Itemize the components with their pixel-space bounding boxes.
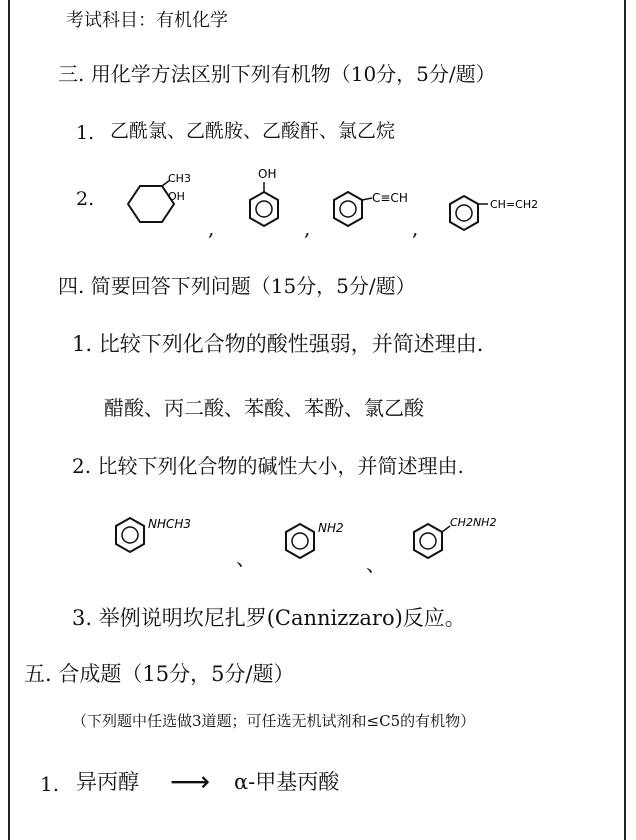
section-4-title: 四. 简要回答下列问题（15分，5分/题）	[58, 274, 416, 298]
reaction-arrow-icon: ⟶	[170, 765, 211, 798]
section-5-q1-product: α-甲基丙酸	[234, 770, 340, 794]
section-3-q2-number: 2.	[76, 188, 95, 210]
phenol-oh-label: OH	[258, 167, 277, 181]
benzyl-bond	[442, 526, 450, 532]
enumeration-separator: 、	[236, 546, 256, 570]
section-5-title: 五. 合成题（15分，5分/题）	[24, 662, 295, 686]
methylcyclohexanol-structure	[118, 170, 208, 234]
section-4-q1-text: 1. 比较下列化合物的酸性强弱，并简述理由.	[72, 332, 484, 356]
benzene-ring	[450, 196, 478, 230]
comma-separator: ,	[208, 216, 215, 240]
styrene-structure	[446, 190, 566, 240]
phenol-structure	[236, 162, 296, 234]
exam-subject-header: 考试科目：有机化学	[66, 10, 228, 31]
nh2-label: NH2	[318, 521, 344, 535]
section-4-q1-compound-list: 醋酸、丙二酸、苯酸、苯酚、氯乙酸	[104, 396, 424, 420]
aromatic-circle	[292, 533, 308, 549]
section-5-q1-number: 1.	[40, 772, 60, 796]
benzene-ring	[116, 518, 144, 552]
vinyl-label: CH=CH2	[490, 198, 539, 211]
aromatic-circle	[122, 527, 138, 543]
comma-separator: ,	[304, 216, 311, 240]
benzene-ring	[250, 192, 278, 226]
section-3-q1-text: 乙酰氯、乙酰胺、乙酸酐、氯乙烷	[110, 120, 396, 142]
methyl-label: CH3	[168, 172, 191, 185]
left-border-line	[8, 0, 10, 840]
section-4-q3-text: 3. 举例说明坎尼扎罗(Cannizzaro)反应。	[72, 606, 466, 630]
aniline-structure	[282, 516, 372, 566]
benzene-ring	[414, 524, 442, 558]
aromatic-circle	[456, 205, 472, 221]
aromatic-circle	[256, 201, 272, 217]
right-border-line	[624, 0, 626, 840]
aromatic-circle	[340, 201, 356, 217]
ethynyl-label: C≡CH	[372, 191, 408, 205]
benzene-ring	[334, 192, 362, 226]
hydroxyl-label: OH	[168, 190, 185, 203]
benzene-ring	[286, 524, 314, 558]
aromatic-circle	[420, 533, 436, 549]
section-5-note: （下列题中任选做3道题；可任选无机试剂和≤C5的有机物）	[72, 712, 476, 730]
n-methylaniline-structure	[112, 510, 222, 560]
section-5-q1-reactant: 异丙醇	[76, 770, 139, 794]
section-4-q2-text: 2. 比较下列化合物的碱性大小，并简述理由.	[72, 454, 464, 478]
comma-separator: ,	[412, 216, 419, 240]
section-3-q1-number: 1.	[76, 122, 95, 144]
nhch3-label: NHCH3	[148, 517, 192, 531]
ch2nh2-label: CH2NH2	[450, 516, 497, 529]
section-3-title: 三. 用化学方法区别下列有机物（10分，5分/题）	[58, 62, 496, 86]
enumeration-separator: 、	[366, 552, 386, 576]
alkyne-bond	[362, 198, 372, 200]
benzylamine-structure	[410, 514, 530, 566]
